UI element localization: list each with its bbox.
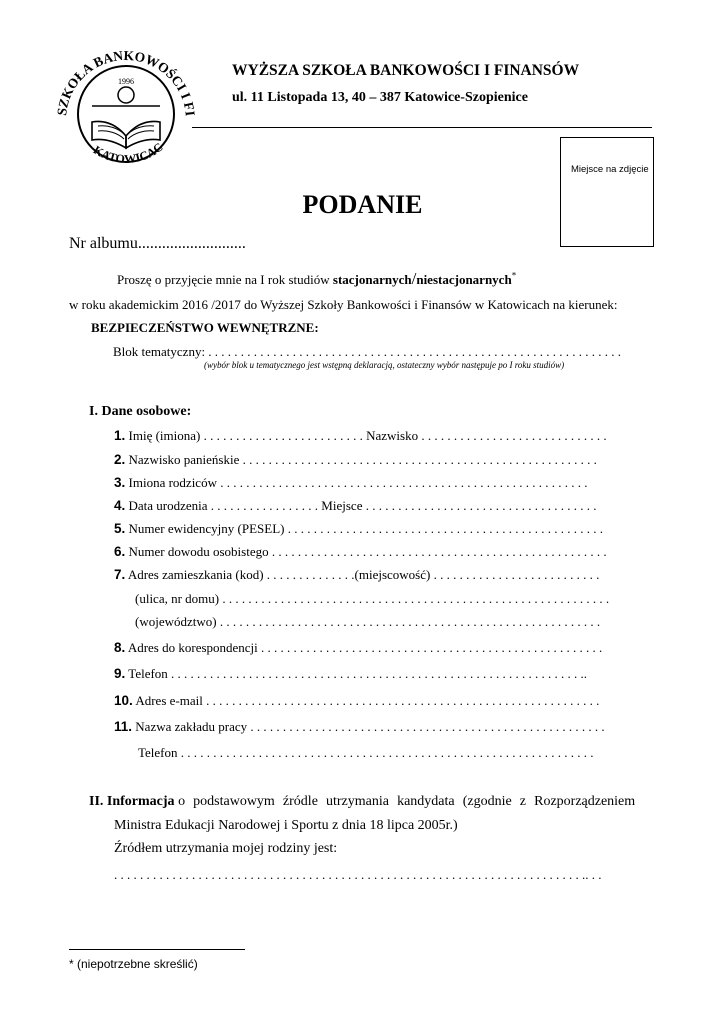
school-logo bbox=[52, 40, 200, 188]
section-2-line-1 bbox=[89, 794, 635, 810]
row-text: Imiona rodziców . . . . . . . . . . . . . . . . . . . . . . . . . . . . . . . . . . . . . . . . . . . . . . . . . . . . . . . . . bbox=[128, 475, 588, 490]
academic-year-line: w roku akademickim 2016 /2017 do Wyższej Szkoły Bankowości i Finansów w Katowicach na kierunek: bbox=[69, 297, 618, 312]
row-number: 2. bbox=[114, 452, 126, 467]
row-text: Adres do korespondencji . . . . . . . . . . . . . . . . . . . . . . . . . . . . . . . . . . . . . . . . . . . . . . . . . . . . . bbox=[127, 640, 603, 655]
svg-text:WYŻSZA SZKOŁA BANKOWOŚCI I FIN: SZKOŁA BANKOWOŚCI I FI bbox=[54, 47, 198, 117]
row-number: 1. bbox=[114, 428, 126, 443]
section-1-title: Dane osobowe: bbox=[101, 404, 192, 419]
page-title: PODANIE bbox=[302, 190, 423, 219]
row-number: 10. bbox=[114, 693, 133, 708]
row-text: Telefon . . . . . . . . . . . . . . . . . . . . . . . . . . . . . . . . . . . . . . . . . . . . . . . . . . . . . . . . . . . . . . . .. bbox=[128, 666, 588, 681]
row-number: 5. bbox=[114, 521, 126, 536]
section-2-number: II. bbox=[89, 794, 104, 809]
personal-row[interactable] bbox=[114, 452, 597, 468]
option-slash: / bbox=[411, 269, 417, 288]
section-2-bold-word: Informacja bbox=[106, 794, 175, 809]
personal-row[interactable] bbox=[135, 591, 609, 607]
field-of-study: BEZPIECZEŃSTWO WEWNĘTRZNE: bbox=[91, 320, 319, 335]
request-prefix: Proszę o przyjęcie mnie na I rok studiów bbox=[117, 272, 333, 287]
thematic-block-field[interactable]: Blok tematyczny: . . . . . . . . . . . . . . . . . . . . . . . . . . . . . . . . . . . . . . . . . . . . . . . . . . . . . . . . . . . . . . . . bbox=[113, 344, 622, 359]
footnote-mark: * bbox=[511, 270, 517, 281]
section-1-heading bbox=[89, 404, 191, 420]
row-number: 8. bbox=[114, 640, 126, 655]
option-full-time[interactable]: stacjonarnych bbox=[332, 272, 412, 287]
row-text: Imię (imiona) . . . . . . . . . . . . . . . . . . . . . . . . . Nazwisko . . . . . . . . . . . . . . . . . . . . . . . . . . . . . bbox=[128, 428, 607, 443]
footnote: * (niepotrzebne skreślić) bbox=[69, 957, 198, 971]
personal-row[interactable] bbox=[114, 544, 607, 560]
row-text: Adres e-mail . . . . . . . . . . . . . . . . . . . . . . . . . . . . . . . . . . . . . . . . . . . . . . . . . . . . . . . . . . . . . bbox=[135, 693, 600, 708]
personal-row[interactable] bbox=[114, 640, 602, 656]
school-name: WYŻSZA SZKOŁA BANKOWOŚCI I FINANSÓW bbox=[232, 62, 580, 79]
personal-row[interactable] bbox=[135, 614, 600, 630]
personal-row[interactable] bbox=[114, 475, 587, 491]
svg-text:W KATOWICACH: KATOWICAC bbox=[90, 139, 166, 167]
personal-row[interactable] bbox=[114, 521, 603, 537]
row-number: 4. bbox=[114, 498, 126, 513]
row-text: Telefon . . . . . . . . . . . . . . . . . . . . . . . . . . . . . . . . . . . . . . . . . . . . . . . . . . . . . . . . . . . . . . . . bbox=[138, 745, 594, 760]
album-number-field[interactable]: Nr albumu........................... bbox=[69, 235, 246, 252]
footnote-rule bbox=[69, 949, 245, 950]
row-text: Adres zamieszkania (kod) . . . . . . . . . . . . . .(miejscowość) . . . . . . . . . . . . . . . . . . . . . . . . . . bbox=[127, 567, 600, 582]
svg-text:1996: 1996 bbox=[118, 77, 134, 86]
row-text: Nazwa zakładu pracy . . . . . . . . . . . . . . . . . . . . . . . . . . . . . . . . . . . . . . . . . . . . . . . . . . . . . . . bbox=[135, 719, 605, 734]
personal-row[interactable] bbox=[114, 719, 605, 735]
row-text: Data urodzenia . . . . . . . . . . . . . . . . . Miejsce . . . . . . . . . . . . . . . . . . . . . . . . . . . . . . . . . . . . bbox=[128, 498, 597, 513]
personal-row[interactable] bbox=[114, 666, 587, 682]
row-text: Numer dowodu osobistego . . . . . . . . . . . . . . . . . . . . . . . . . . . . . . . . . . . . . . . . . . . . . . . . . . . . bbox=[128, 544, 607, 559]
school-address: ul. 11 Listopada 13, 40 – 387 Katowice-Szopienice bbox=[232, 90, 528, 105]
header-rule bbox=[192, 127, 652, 128]
section-2-line-3: Źródłem utrzymania mojej rodziny jest: bbox=[114, 841, 338, 856]
personal-row[interactable] bbox=[138, 745, 594, 761]
row-text: (województwo) . . . . . . . . . . . . . . . . . . . . . . . . . . . . . . . . . . . . . . . . . . . . . . . . . . . . . . . . . . . bbox=[135, 614, 601, 629]
row-number: 11. bbox=[114, 719, 133, 734]
study-mode-request bbox=[117, 269, 516, 289]
thematic-block-note: (wybór blok u tematycznego jest wstępną deklaracją, ostateczny wybór następuje po I roku studiów) bbox=[204, 360, 565, 370]
row-number: 3. bbox=[114, 475, 126, 490]
personal-row[interactable] bbox=[114, 498, 596, 514]
section-1-number: I. bbox=[89, 404, 98, 419]
row-number: 7. bbox=[114, 567, 126, 582]
row-text: Numer ewidencyjny (PESEL) . . . . . . . . . . . . . . . . . . . . . . . . . . . . . . . . . . . . . . . . . . . . . . . . . bbox=[128, 521, 603, 536]
personal-row[interactable] bbox=[114, 693, 599, 709]
income-source-field[interactable]: . . . . . . . . . . . . . . . . . . . . . . . . . . . . . . . . . . . . . . . . . . . . . . . . . . . . . . . . . . . . . . . . . . . . . . . . .. . . bbox=[114, 867, 602, 882]
row-text: (ulica, nr domu) . . . . . . . . . . . . . . . . . . . . . . . . . . . . . . . . . . . . . . . . . . . . . . . . . . . . . . . . . . . . bbox=[135, 591, 610, 606]
row-number: 6. bbox=[114, 544, 126, 559]
row-text: Nazwisko panieńskie . . . . . . . . . . . . . . . . . . . . . . . . . . . . . . . . . . . . . . . . . . . . . . . . . . . . . . . bbox=[128, 452, 597, 467]
personal-row[interactable] bbox=[114, 428, 607, 444]
row-number: 9. bbox=[114, 666, 126, 681]
photo-box-label: Miejsce na zdjęcie bbox=[571, 164, 649, 175]
section-2-text: o podstawowym źródle utrzymania kandydata (zgodnie z Rozporządzeniem bbox=[178, 794, 636, 809]
section-2-line-2: Ministra Edukacji Narodowej i Sportu z dnia 18 lipca 2005r.) bbox=[114, 818, 458, 833]
option-part-time[interactable]: niestacjonarnych bbox=[416, 272, 512, 287]
personal-row[interactable] bbox=[114, 567, 599, 583]
